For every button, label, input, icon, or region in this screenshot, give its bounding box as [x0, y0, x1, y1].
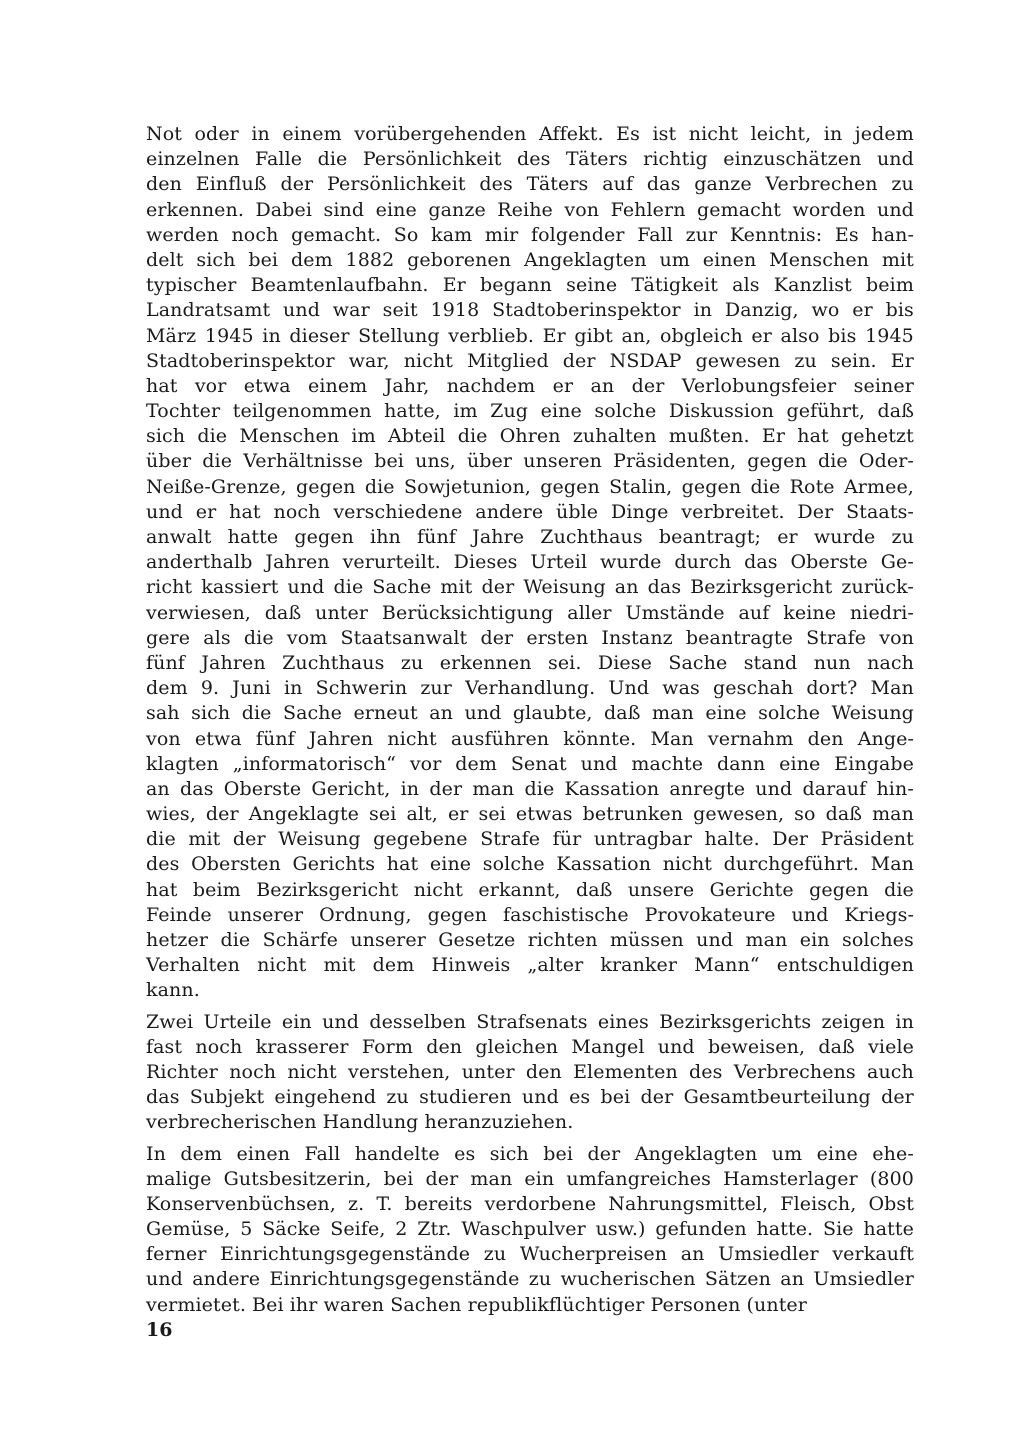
text-line: Konservenbüchsen, z. T. bereits verdorbene Nahrungsmittel, Fleisch, Obst — [146, 1192, 914, 1215]
text-line: In dem einen Fall handelte es sich bei der Angeklagten um eine ehe- — [146, 1142, 914, 1165]
text-line: gere als die vom Staatsanwalt der ersten Instanz beantragte Strafe von — [146, 626, 914, 649]
text-line: das Subjekt eingehend zu studieren und es bei der Gesamtbeurteilung der — [146, 1086, 914, 1109]
text-line: an das Oberste Gericht, in der man die Kassation anregte und darauf hin- — [146, 777, 914, 800]
text-line: über die Verhältnisse bei uns, über unseren Präsidenten, gegen die Oder- — [146, 450, 914, 473]
text-line: hetzer die Schärfe unserer Gesetze richten müssen und man ein solches — [146, 929, 914, 951]
text-line: anderthalb Jahren verurteilt. Dieses Urteil wurde durch das Oberste Ge- — [146, 551, 914, 574]
text-line: den Einfluß der Persönlichkeit des Täters auf das ganze Verbrechen zu — [146, 173, 914, 196]
text-line: Landratsamt und war seit 1918 Stadtoberinspektor in Danzig, wo er bis — [146, 299, 914, 322]
text-line: verbrecherischen Handlung heranzuziehen. — [146, 1111, 574, 1134]
text-line: Not oder in einem vorübergehenden Affekt. Es ist nicht leicht, in jedem — [146, 123, 914, 145]
document-body — [146, 122, 914, 1318]
text-line: malige Gutsbesitzerin, bei der man ein umfangreiches Hamsterlager (800 — [146, 1167, 914, 1190]
text-line: Stadtoberinspektor war, nicht Mitglied der NSDAP gewesen zu sein. Er — [146, 349, 914, 372]
paragraph-2 — [146, 1010, 914, 1136]
text-line: klagten „informatorisch“ vor dem Senat und machte dann eine Eingabe — [146, 752, 914, 775]
text-line: und er hat noch verschiedene andere üble Dinge verbreitet. Der Staats- — [146, 500, 914, 523]
text-line: Gemüse, 5 Säcke Seife, 2 Ztr. Waschpulver usw.) gefunden hatte. Sie hatte — [146, 1218, 914, 1241]
text-line: werden noch gemacht. So kam mir folgender Fall zur Kenntnis: Es han- — [146, 223, 914, 246]
text-line: delt sich bei dem 1882 geborenen Angeklagten um einen Menschen mit — [146, 248, 914, 271]
text-line: hat vor etwa einem Jahr, nachdem er an der Verlobungsfeier seiner — [146, 374, 914, 397]
text-line: Richter noch nicht verstehen, unter den Elementen des Verbrechens auch — [146, 1060, 914, 1083]
text-line: sich die Menschen im Abteil die Ohren zuhalten mußten. Er hat gehetzt — [146, 425, 914, 448]
text-line: Feinde unserer Ordnung, gegen faschistische Provokateure und Kriegs- — [146, 903, 914, 926]
paragraph-3 — [146, 1142, 914, 1318]
text-line: vermietet. Bei ihr waren Sachen republikflüchtiger Personen (unter — [146, 1293, 807, 1316]
text-line: Verhalten nicht mit dem Hinweis „alter kranker Mann“ entschuldigen — [146, 954, 914, 977]
text-line: fünf Jahren Zuchthaus zu erkennen sei. Diese Sache stand nun nach — [146, 651, 914, 674]
page-number: 16 — [146, 1319, 173, 1341]
text-line: erkennen. Dabei sind eine ganze Reihe von Fehlern gemacht worden und — [146, 198, 914, 221]
text-line: und andere Einrichtungsgegenstände zu wucherischen Sätzen an Umsiedler — [146, 1268, 914, 1291]
text-line: richt kassiert und die Sache mit der Weisung an das Bezirksgericht zurück- — [146, 576, 914, 599]
text-line: fast noch krasserer Form den gleichen Mangel und beweisen, daß viele — [146, 1035, 914, 1058]
text-line: dem 9. Juni in Schwerin zur Verhandlung. Und was geschah dort? Man — [146, 677, 914, 700]
text-line: von etwa fünf Jahren nicht ausführen könnte. Man vernahm den Ange- — [146, 727, 914, 750]
text-line: die mit der Weisung gegebene Strafe für untragbar halte. Der Präsident — [146, 828, 914, 851]
text-line: einzelnen Falle die Persönlichkeit des Täters richtig einzuschätzen und — [146, 148, 914, 171]
text-line: Zwei Urteile ein und desselben Strafsenats eines Bezirksgerichts zeigen in — [146, 1010, 914, 1033]
text-line: anwalt hatte gegen ihn fünf Jahre Zuchthaus beantragt; er wurde zu — [146, 526, 914, 548]
text-line: hat beim Bezirksgericht nicht erkannt, daß unsere Gerichte gegen die — [146, 878, 914, 901]
text-line: des Obersten Gerichts hat eine solche Kassation nicht durchgeführt. Man — [146, 853, 914, 876]
text-line: Tochter teilgenommen hatte, im Zug eine solche Diskussion geführt, daß — [146, 400, 914, 423]
text-line: März 1945 in dieser Stellung verblieb. Er gibt an, obgleich er also bis 1945 — [146, 324, 914, 347]
paragraph-1 — [146, 122, 914, 1004]
text-line: verwiesen, daß unter Berücksichtigung aller Umstände auf keine niedri- — [146, 601, 914, 624]
text-line: sah sich die Sache erneut an und glaubte, daß man eine solche Weisung — [146, 702, 914, 725]
text-line: typischer Beamtenlaufbahn. Er begann seine Tätigkeit als Kanzlist beim — [146, 274, 914, 297]
text-line: kann. — [146, 979, 200, 1002]
text-line: wies, der Angeklagte sei alt, er sei etwas betrunken gewesen, so daß man — [146, 803, 914, 826]
text-line: ferner Einrichtungsgegenstände zu Wucherpreisen an Umsiedler verkauft — [146, 1243, 914, 1266]
text-line: Neiße-Grenze, gegen die Sowjetunion, gegen Stalin, gegen die Rote Armee, — [146, 475, 914, 498]
